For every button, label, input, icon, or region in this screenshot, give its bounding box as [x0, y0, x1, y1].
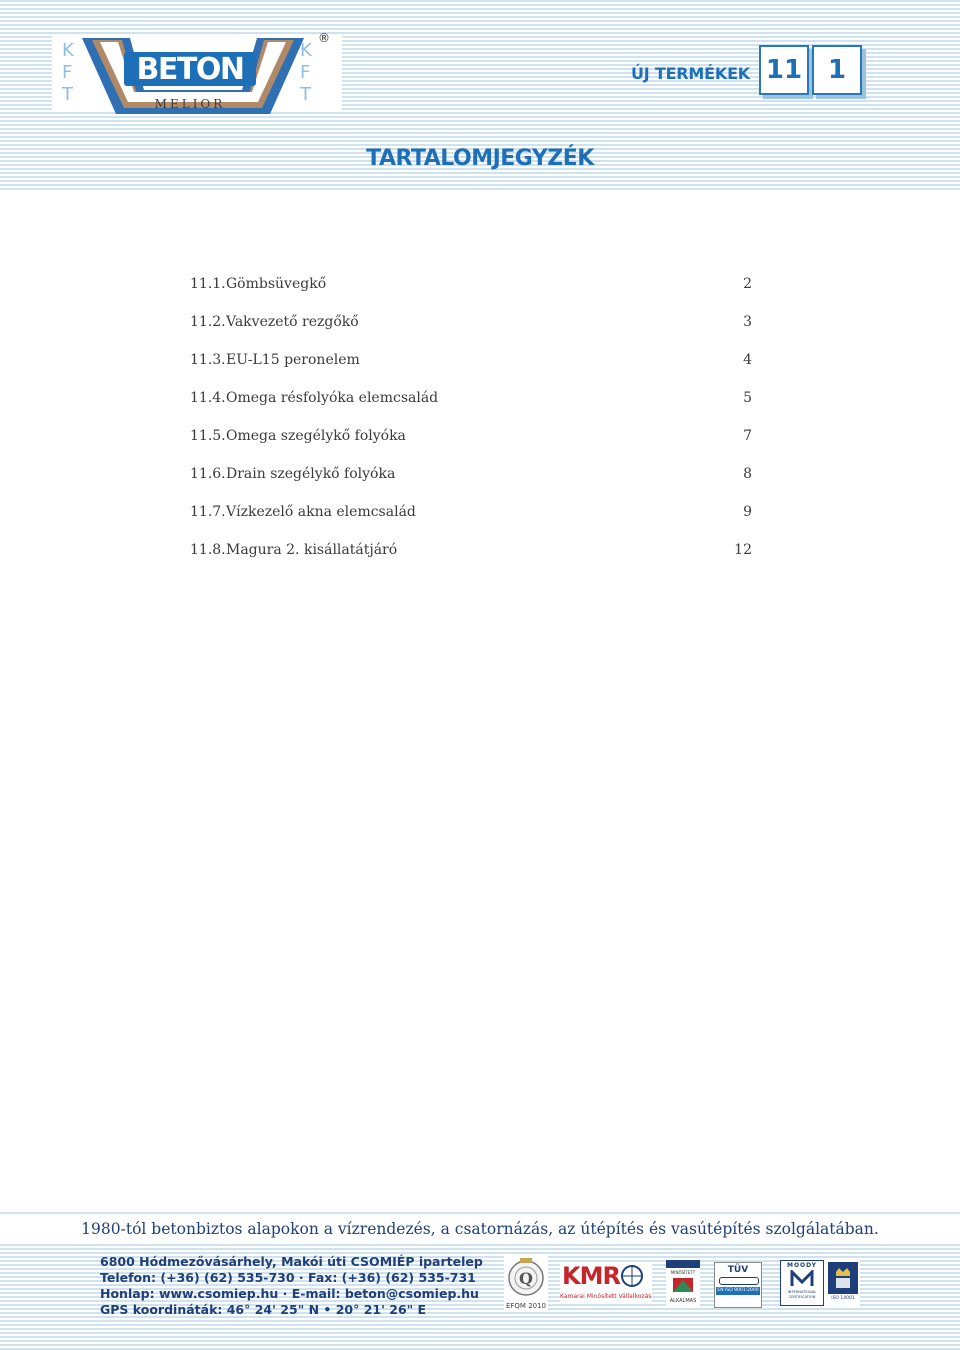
kmr-globe-icon — [618, 1264, 646, 1288]
mrl-badge — [666, 1260, 700, 1306]
kmr-subtitle: Kamarai Minősített Vállalkozás — [560, 1293, 652, 1300]
contact-gps: GPS koordináták: 46° 24' 25" N • 20° 21' 26" E — [100, 1302, 427, 1317]
contact-address: 6800 Hódmezővásárhely, Makói úti CSOMIÉP ipartelep — [100, 1254, 483, 1269]
contact-web[interactable]: Honlap: www.csomiep.hu · E-mail: beton@csomiep.hu — [100, 1286, 479, 1301]
kmr-badge — [560, 1262, 652, 1304]
toc-item[interactable] — [190, 466, 752, 504]
page-number-box: 1 — [812, 45, 862, 95]
toc-item-page: 4 — [743, 352, 752, 368]
moody-subtitle: INTERNATIONAL CERTIFICATION — [787, 1290, 817, 1299]
toc-item-page: 2 — [743, 276, 752, 292]
moody-iso: ISO 14001 — [831, 1296, 855, 1301]
toc-item-label: Vízkezelő akna elemcsalád — [226, 504, 416, 520]
logo-side-k-right: K — [300, 40, 312, 61]
toc-item-label: Magura 2. kisállatátjáró — [226, 542, 398, 558]
toc-item-label: Omega szegélykő folyóka — [226, 428, 406, 444]
logo-side-f-right: F — [300, 62, 311, 83]
moody-logo-text: MOODY — [786, 1262, 818, 1269]
tuv-cert-oval — [719, 1277, 759, 1285]
toc-item-label: Vakvezető rezgőkő — [226, 314, 359, 330]
logo-side-f-left: F — [62, 62, 73, 83]
toc-item-label: EU-L15 peronelem — [226, 352, 360, 368]
toc-item[interactable] — [190, 276, 752, 314]
toc-item[interactable] — [190, 314, 752, 352]
chapter-number-box: 11 — [759, 45, 809, 95]
tuv-badge — [714, 1262, 762, 1308]
contact-block — [100, 1254, 520, 1318]
tuv-logo-text: TÜV — [727, 1265, 749, 1275]
toc-item-label: Omega résfolyóka elemcsalád — [226, 390, 439, 406]
toc-item[interactable] — [190, 390, 752, 428]
toc-item-page: 7 — [743, 428, 752, 444]
mrl-top-bar — [666, 1260, 700, 1268]
tuv-standard: EN ISO 9001:2000 — [717, 1288, 759, 1293]
logo-side-t-right: T — [300, 84, 311, 105]
logo-side-t-left: T — [62, 84, 73, 105]
toc-item-number: 11.3. — [190, 352, 226, 368]
contact-phone: Telefon: (+36) (62) 535-730 · Fax: (+36) (62) 535-731 — [100, 1270, 476, 1285]
svg-text:BETON: BETON — [136, 52, 244, 87]
efqm-badge — [504, 1256, 548, 1312]
toc-item-number: 11.1. — [190, 276, 226, 292]
toc-item-number: 11.5. — [190, 428, 226, 444]
ukas-crown-icon — [828, 1262, 858, 1294]
ukas-mark — [828, 1262, 858, 1294]
toc-item[interactable] — [190, 352, 752, 390]
svg-text:Q: Q — [519, 1269, 533, 1288]
toc-item-label: Gömbsüvegkő — [226, 276, 327, 292]
toc-item-page: 3 — [743, 314, 752, 330]
toc-item-number: 11.6. — [190, 466, 226, 482]
toc-item-page: 12 — [734, 542, 752, 558]
toc-item[interactable] — [190, 504, 752, 542]
mrl-top-label: MINŐSÍTETT — [670, 1270, 696, 1275]
toc-item-page: 5 — [743, 390, 752, 406]
toc-item-number: 11.2. — [190, 314, 226, 330]
svg-text:MELIOR: MELIOR — [154, 97, 226, 111]
logo-side-k-left: K — [62, 40, 74, 61]
page-title: TARTALOMJEGYZÉK — [366, 146, 594, 171]
toc-item-page: 9 — [743, 504, 752, 520]
toc-item-number: 11.4. — [190, 390, 226, 406]
moody-badge — [780, 1260, 860, 1306]
mrl-emblem-icon — [671, 1276, 695, 1294]
kmr-logo-text: KMR — [562, 1262, 620, 1290]
moody-m-icon — [790, 1270, 814, 1288]
efqm-label: EFQM 2010 — [505, 1302, 547, 1310]
toc-item-number: 11.8. — [190, 542, 226, 558]
section-title: ÚJ TERMÉKEK — [630, 64, 750, 83]
toc-item[interactable] — [190, 542, 752, 580]
svg-text:®: ® — [318, 31, 330, 45]
toc-item-number: 11.7. — [190, 504, 226, 520]
beton-melior-logo — [52, 28, 342, 128]
toc-item-page: 8 — [743, 466, 752, 482]
table-of-contents — [190, 276, 752, 580]
footer-slogan: 1980-tól betonbiztos alapokon a vízrendezés, a csatornázás, az útépítés és vasútépítés szolgálatában. — [0, 1216, 960, 1242]
mrl-bottom-label: ALKALMAS — [669, 1298, 697, 1304]
toc-item[interactable] — [190, 428, 752, 466]
toc-item-label: Drain szegélykő folyóka — [226, 466, 396, 482]
